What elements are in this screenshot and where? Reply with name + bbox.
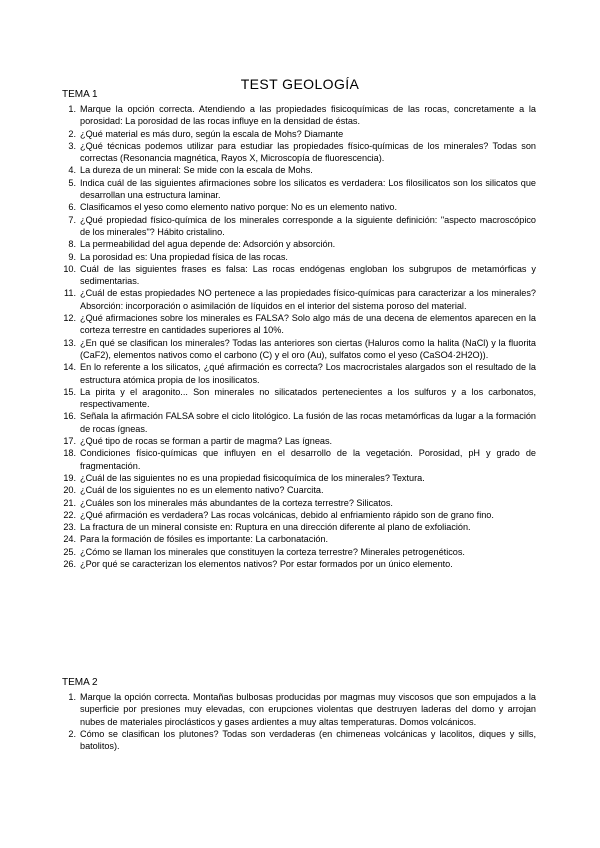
question-item [62,386,536,411]
question-number: 1. [68,104,76,114]
question-text: ¿Cuál de estas propiedades NO pertenece a las propiedades físico-químicas para caracterizar a los minerales? Absorción: incorporación o asimilación de líquidos en el interior del sistema poroso del material. [80,288,536,311]
question-text: La permeabilidad del agua depende de: Adsorción y absorción. [80,239,336,250]
question-number: 6. [68,202,76,213]
question-list-tema-1 [62,103,536,570]
question-text: ¿Cuál de los siguientes no es un elemento nativo? Cuarcita. [80,485,324,496]
question-item [62,521,536,533]
question-text: Cómo se clasifican los plutones? Todas son verdaderas (en chimeneas volcánicas y lacolitos, diques y sills, batolitos). [80,728,536,752]
question-number: 5. [68,177,76,188]
question-text: Cuál de las siguientes frases es falsa: Las rocas endógenas engloban los subgrupos de metamórficas y sedimentarias. [80,263,536,287]
question-list-tema-2 [62,691,536,752]
question-number: 16. [63,411,76,422]
question-number: 8. [68,239,76,250]
section-heading-tema-1: TEMA 1 [62,89,98,100]
question-number: 24. [63,534,76,545]
question-number: 2. [68,128,76,139]
question-text: Clasificamos el yeso como elemento nativo porque: No es un elemento nativo. [80,202,398,213]
question-text: ¿Por qué se caracterizan los elementos nativos? Por estar formados por un único elemento. [80,558,453,569]
question-number: 14. [63,362,76,373]
question-number: 18. [63,448,76,459]
question-item [62,533,536,545]
question-text: Condiciones físico-químicas que influyen en el desarrollo de la vegetación. Porosidad, pH y grado de fragmentación. [80,448,536,471]
question-text: La dureza de un mineral: Se mide con la escala de Mohs. [80,165,313,176]
question-number: 3. [68,140,76,151]
question-item [62,558,536,570]
question-number: 21. [63,497,76,508]
question-number: 10. [63,263,76,274]
document-title: TEST GEOLOGÍA [240,76,360,92]
question-number: 13. [63,337,76,348]
question-item [62,164,536,176]
question-text: ¿En qué se clasifican los minerales? Todas las anteriores son ciertas (Haluros como la halita (NaCl) y la fluorita (CaF2), elementos nativos como el carbono (C) y el oro (Au), sulfatos como el yeso (CaSO4·2H2O)). [80,337,536,360]
question-text: Señala la afirmación FALSA sobre el ciclo litológico. La fusión de las rocas metamórficas da lugar a la formación de rocas ígneas. [80,411,536,434]
question-item [62,214,536,239]
question-number: 17. [63,436,76,447]
question-item [62,238,536,250]
question-text: Marque la opción correcta. Montañas bulbosas producidas por magmas muy viscosos que son empujados a la superficie por presiones muy elevadas, con erupciones violentas que destruyen laderas del domo y arrojan nubes de materiales piroclásticos y gases ardientes a muy altas temperaturas. Domos volcánicos. [80,692,536,727]
question-item [62,497,536,509]
section-heading-tema-2: TEMA 2 [62,677,98,688]
question-text: La pirita y el aragonito... Son minerales no silicatados pertenecientes a los sulfuros y a los carbonatos, respectivamente. [80,386,536,410]
question-item [62,263,536,288]
question-item [62,177,536,202]
question-text: ¿Cuáles son los minerales más abundantes de la corteza terrestre? Silicatos. [80,497,393,508]
question-item [62,128,536,140]
question-number: 11. [63,288,76,299]
question-item [62,287,536,312]
question-number: 9. [68,251,76,262]
question-item [62,103,536,128]
question-text: La fractura de un mineral consiste en: Ruptura en una dirección diferente al plano de exfoliación. [80,522,471,533]
question-text: Para la formación de fósiles es importante: La carbonatación. [80,534,329,545]
question-text: ¿Qué afirmaciones sobre los minerales es FALSA? Solo algo más de una decena de elementos aparecen en la corteza terrestre en cantidades superiores al 10%. [80,313,536,336]
question-number: 26. [63,558,76,569]
question-item [62,546,536,558]
question-item [62,691,536,728]
question-item [62,435,536,447]
question-text: ¿Qué tipo de rocas se forman a partir de magma? Las ígneas. [80,436,333,447]
question-item [62,472,536,484]
question-item [62,484,536,496]
question-number: 19. [63,472,76,483]
question-number: 23. [63,522,76,533]
question-item [62,312,536,337]
question-item [62,337,536,362]
question-item [62,509,536,521]
question-item [62,361,536,386]
question-item [62,410,536,435]
question-number: 20. [63,485,76,496]
question-text: ¿Qué material es más duro, según la escala de Mohs? Diamante [80,128,344,139]
question-item [62,140,536,165]
question-number: 4. [68,165,76,176]
question-text: ¿Qué propiedad físico-química de los minerales corresponde a la siguiente definición: "aspecto macroscópico de los minerales"? Hábito cristalino. [80,214,536,237]
question-item [62,201,536,213]
question-text: ¿Qué técnicas podemos utilizar para estudiar las propiedades físico-químicas de los minerales? Todas son correctas (Resonancia magnética, Rayos X, Microscopía de fluorescencia). [80,140,536,164]
question-number: 12. [63,313,76,324]
question-item [62,251,536,263]
question-number: 15. [63,386,76,397]
question-number: 22. [63,509,76,520]
question-text: ¿Cuál de las siguientes no es una propiedad fisicoquímica de los minerales? Textura. [80,472,425,483]
question-text: ¿Qué afirmación es verdadera? Las rocas volcánicas, debido al enfriamiento rápido son de grano fino. [80,509,494,520]
question-text: ¿Cómo se llaman los minerales que constituyen la corteza terrestre? Minerales petrogenéticos. [80,546,465,557]
question-text: En lo referente a los silicatos, ¿qué afirmación es correcta? Los macrocristales alargados son el resultado de la estructura atómica propia de los inosilicatos. [80,362,536,385]
question-number: 7. [68,214,76,225]
question-number: 1. [68,692,76,702]
question-item [62,447,536,472]
question-item [62,728,536,753]
question-text: Marque la opción correcta. Atendiendo a las propiedades fisicoquímicas de las rocas, concretamente a la porosidad: La porosidad de las rocas influye en la densidad de éstas. [80,104,536,127]
question-text: La porosidad es: Una propiedad física de las rocas. [80,251,288,262]
question-text: Indica cuál de las siguientes afirmaciones sobre los silicatos es verdadera: Los filosilicatos son los silicatos que desarrollan una estructura laminar. [80,177,536,201]
question-number: 2. [68,728,76,739]
question-number: 25. [63,546,76,557]
